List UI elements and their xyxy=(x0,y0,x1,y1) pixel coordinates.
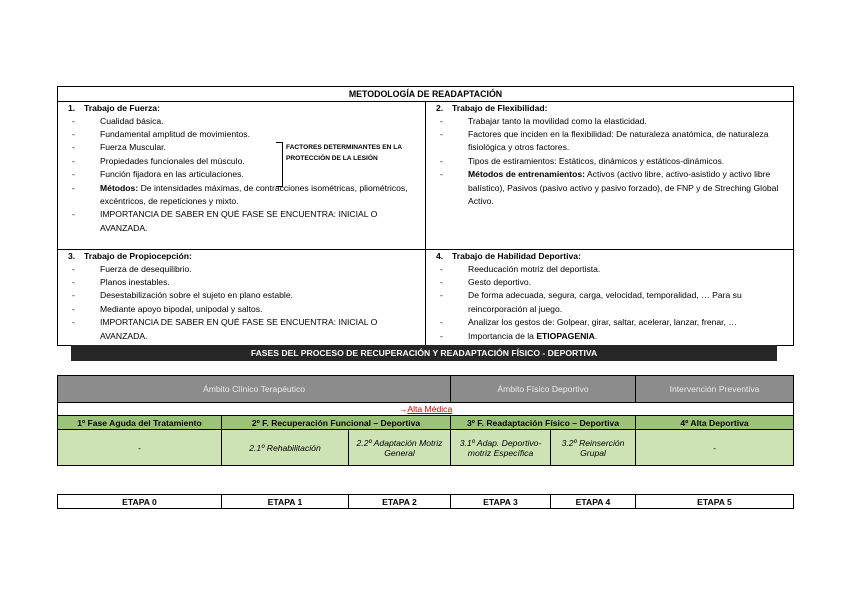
list-item: - De forma adecuada, segura, carga, velocidad, temporalidad, … Para su reincorporación al juego. xyxy=(468,289,789,316)
list-item: - Propiedades funcionales del músculo. xyxy=(100,155,421,168)
list-item: - Desestabilización sobre el sujeto en plano estable. xyxy=(100,289,421,302)
sub-fase-2-1: 2.1º Rehabilitación xyxy=(222,430,349,466)
list-item: - Función fijadora en las articulaciones. xyxy=(100,168,421,181)
list-item: - Tipos de estiramientos: Estáticos, dinámicos y estáticos-dinámicos. xyxy=(468,155,789,168)
list-item: - Planos inestables. xyxy=(100,276,421,289)
sub-fase-3-2: 3.2º Reinserción Grupal xyxy=(551,430,636,466)
metodos-text: Activos (activo libre, activo-asistido y activo libre balístico), Pasivos (pasivo activo y pasivo forzado), de FNP y de Streching Global Activo. xyxy=(468,169,779,206)
factores-bracket xyxy=(276,142,283,187)
list-item-metodos xyxy=(468,168,789,208)
intervencion-preventiva-header: Intervención Preventiva xyxy=(636,376,794,403)
section-propiocepcion xyxy=(58,250,426,346)
list-item: - Fuerza de desequilibrio. xyxy=(100,263,421,276)
etapa-2: ETAPA 2 xyxy=(349,495,451,509)
section-flexibilidad xyxy=(426,102,794,250)
etapa-3: ETAPA 3 xyxy=(451,495,551,509)
sub-fase-3-1: 3.1º Adap. Deportivo-motriz Específica xyxy=(451,430,551,466)
etiopagenia-prefix: Importancia de la xyxy=(468,330,537,341)
fase-3: 3º F. Readaptación Físico – Deportiva xyxy=(451,416,636,430)
section-number: 3. xyxy=(68,251,76,261)
metodos-label: Métodos: xyxy=(100,182,139,193)
section-propiocepcion-title xyxy=(68,251,421,263)
section-habilidad xyxy=(426,250,794,346)
etiopagenia-suffix: . xyxy=(594,330,598,341)
section-number: 4. xyxy=(436,251,444,261)
sub-fase-4: - xyxy=(636,430,794,466)
alta-medica-row xyxy=(58,403,794,416)
section-title: Trabajo de Propiocepción: xyxy=(84,251,192,261)
section-habilidad-title xyxy=(436,251,789,263)
list-item: - Fuerza Muscular. xyxy=(100,141,421,154)
section-number: 1. xyxy=(68,103,76,113)
fases-title-bar: FASES DEL PROCESO DE RECUPERACIÓN Y READAPTACIÓN FÍSICO - DEPORTIVA xyxy=(71,345,777,361)
etiopagenia-word: ETIOPAGENIA xyxy=(536,330,595,341)
methodology-title: METODOLOGÍA DE READAPTACIÓN xyxy=(58,87,794,102)
metodos-label: Métodos de entrenamientos: xyxy=(468,169,585,180)
methodology-table xyxy=(57,86,794,346)
flexibilidad-list xyxy=(430,115,789,209)
list-item: - Fundamental amplitud de movimientos. xyxy=(100,128,421,141)
section-flexibilidad-title xyxy=(436,103,789,115)
fase-2: 2º F. Recuperación Funcional – Deportiva xyxy=(222,416,451,430)
list-item-etiopagenia xyxy=(468,330,789,343)
list-item: - Analizar los gestos de: Golpear, girar, saltar, acelerar, lanzar, frenar, … xyxy=(468,316,789,329)
etapas-table xyxy=(57,494,794,509)
list-item-importancia: - IMPORTANCIA DE SABER EN QUÉ FASE SE ENCUENTRA: INICIAL O AVANZADA. xyxy=(100,208,421,235)
section-title: Trabajo de Flexibilidad: xyxy=(452,103,548,113)
habilidad-list xyxy=(430,263,789,343)
list-item: - Gesto deportivo. xyxy=(468,276,789,289)
arrow-right-icon: → xyxy=(398,404,408,414)
section-number: 2. xyxy=(436,103,444,113)
etapa-0: ETAPA 0 xyxy=(58,495,222,509)
factores-note: FACTORES DETERMINANTES EN LA PROTECCIÓN DE LA LESIÓN xyxy=(286,144,402,162)
fase-1: 1º Fase Aguda del Tratamiento xyxy=(58,416,222,430)
section-fuerza-title xyxy=(68,103,421,115)
fase-4: 4º Alta Deportiva xyxy=(636,416,794,430)
sub-fase-2-2: 2.2º Adaptación Motriz General xyxy=(349,430,451,466)
fases-table xyxy=(57,375,794,466)
list-item: - Reeducación motriz del deportista. xyxy=(468,263,789,276)
list-item: - Mediante apoyo bipodal, unipodal y saltos. xyxy=(100,303,421,316)
metodos-text: De intensidades máximas, de contracciones isométricas, pliométricos, excéntricos, de repeticiones y mixto. xyxy=(100,182,408,206)
section-fuerza xyxy=(58,102,426,250)
ambito-clinico-header: Ámbito Clínico Terapéutico xyxy=(58,376,451,403)
list-item: - Cualidad básica. xyxy=(100,115,421,128)
section-title: Trabajo de Fuerza: xyxy=(84,103,160,113)
etapa-4: ETAPA 4 xyxy=(551,495,636,509)
section-title: Trabajo de Habilidad Deportiva: xyxy=(452,251,581,261)
list-item: - Factores que inciden en la flexibilidad: De naturaleza anatómica, de naturaleza fisiológica y otros factores. xyxy=(468,128,789,155)
alta-medica-link[interactable]: Alta Médica xyxy=(407,404,453,414)
list-item: - Trabajar tanto la movilidad como la elasticidad. xyxy=(468,115,789,128)
propiocepcion-list xyxy=(62,263,421,343)
etapa-1: ETAPA 1 xyxy=(222,495,349,509)
etapa-5: ETAPA 5 xyxy=(636,495,794,509)
sub-fase-1: - xyxy=(58,430,222,466)
list-item: - IMPORTANCIA DE SABER EN QUÉ FASE SE ENCUENTRA: INICIAL O AVANZADA. xyxy=(100,316,421,343)
ambito-fisico-header: Ámbito Físico Deportivo xyxy=(451,376,636,403)
